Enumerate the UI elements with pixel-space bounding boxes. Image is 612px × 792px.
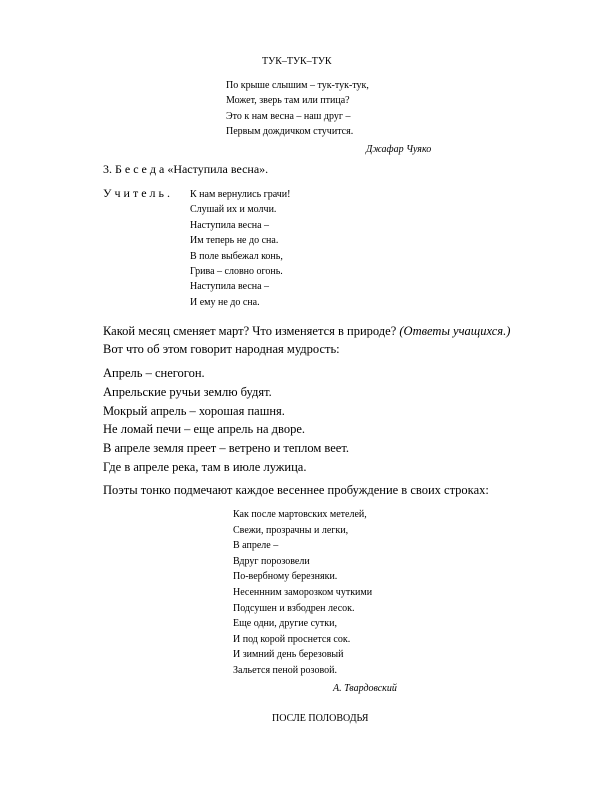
poem2-line: Зальется пеной розовой. [233,664,337,676]
poem2-line: И под корой проснется сок. [233,633,351,645]
teacher-poem-line: И ему не до сна. [190,296,260,308]
question-note: (Ответы учащихся.) [399,324,511,338]
poem2-line: Как после мартовских метелей, [233,509,367,520]
question-line [103,322,510,341]
teacher-poem [190,187,291,310]
poem1 [226,78,369,140]
section-label: Б е с е д а [115,162,165,176]
teacher-label: У ч и т е л ь . [103,186,170,200]
section-title: «Наступила весна». [167,162,269,176]
teacher-poem-line: К нам вернулись грачи! [190,189,291,200]
poem1-line: Первым дождичком стучится. [226,126,354,138]
teacher-poem-line: Им теперь не до сна. [190,235,279,247]
poem2-line: Еще одни, другие сутки, [233,618,337,630]
poem1-line: Это к нам весна – наш друг – [226,110,351,122]
poem2-line: И зимний день березовый [233,649,344,661]
question-text: Какой месяц сменяет март? Что изменяется в природе? [103,324,397,338]
section-heading [103,162,268,177]
proverb: Где в апреле река, там в июле лужица. [103,459,307,474]
proverb: Апрель – снегогон. [103,366,205,380]
poem2-line: Подсушен и взбодрен лесок. [233,602,355,614]
poem2-line: Несеннним заморозком чуткими [233,586,373,598]
teacher-poem-line: Грива – словно огонь. [190,265,283,277]
teacher-poem-line: Наступила весна – [190,219,270,231]
question-line2: Вот что об этом говорит народная мудрость: [103,342,340,356]
teacher-poem-line: Наступила весна – [190,281,270,293]
poem2-line: Вдруг порозовели [233,555,310,567]
section-number: 3. [103,162,112,176]
poem1-author: Джафар Чуяко [366,144,432,155]
poem2 [233,507,372,679]
poem2-line: По-вербному березняки. [233,571,338,583]
poem2-author: А. Твардовский [333,683,397,694]
proverbs-list [103,364,349,477]
title-tuk-tuk-tuk: ТУК–ТУК–ТУК [262,56,332,67]
poets-line: Поэты тонко подмечают каждое весеннее пробуждение в своих строках: [103,483,489,497]
teacher-poem-line: В поле выбежал конь, [190,250,283,262]
poem2-line: Свежи, прозрачны и легки, [233,524,349,536]
proverb: Не ломай печи – еще апрель на дворе. [103,422,306,437]
poem2-line: В апреле – [233,540,279,552]
teacher-poem-line: Слушай их и молчи. [190,204,277,216]
proverb: В апреле земля преет – ветрено и теплом веет. [103,441,349,456]
poem1-line: По крыше слышим – тук-тук-тук, [226,80,369,91]
proverb: Мокрый апрель – хорошая пашня. [103,403,285,418]
poem1-line: Может, зверь там или птица? [226,95,350,107]
title-posle-polovodya: ПОСЛЕ ПОЛОВОДЬЯ [272,713,369,724]
proverb: Апрельские ручьи землю будят. [103,384,272,399]
